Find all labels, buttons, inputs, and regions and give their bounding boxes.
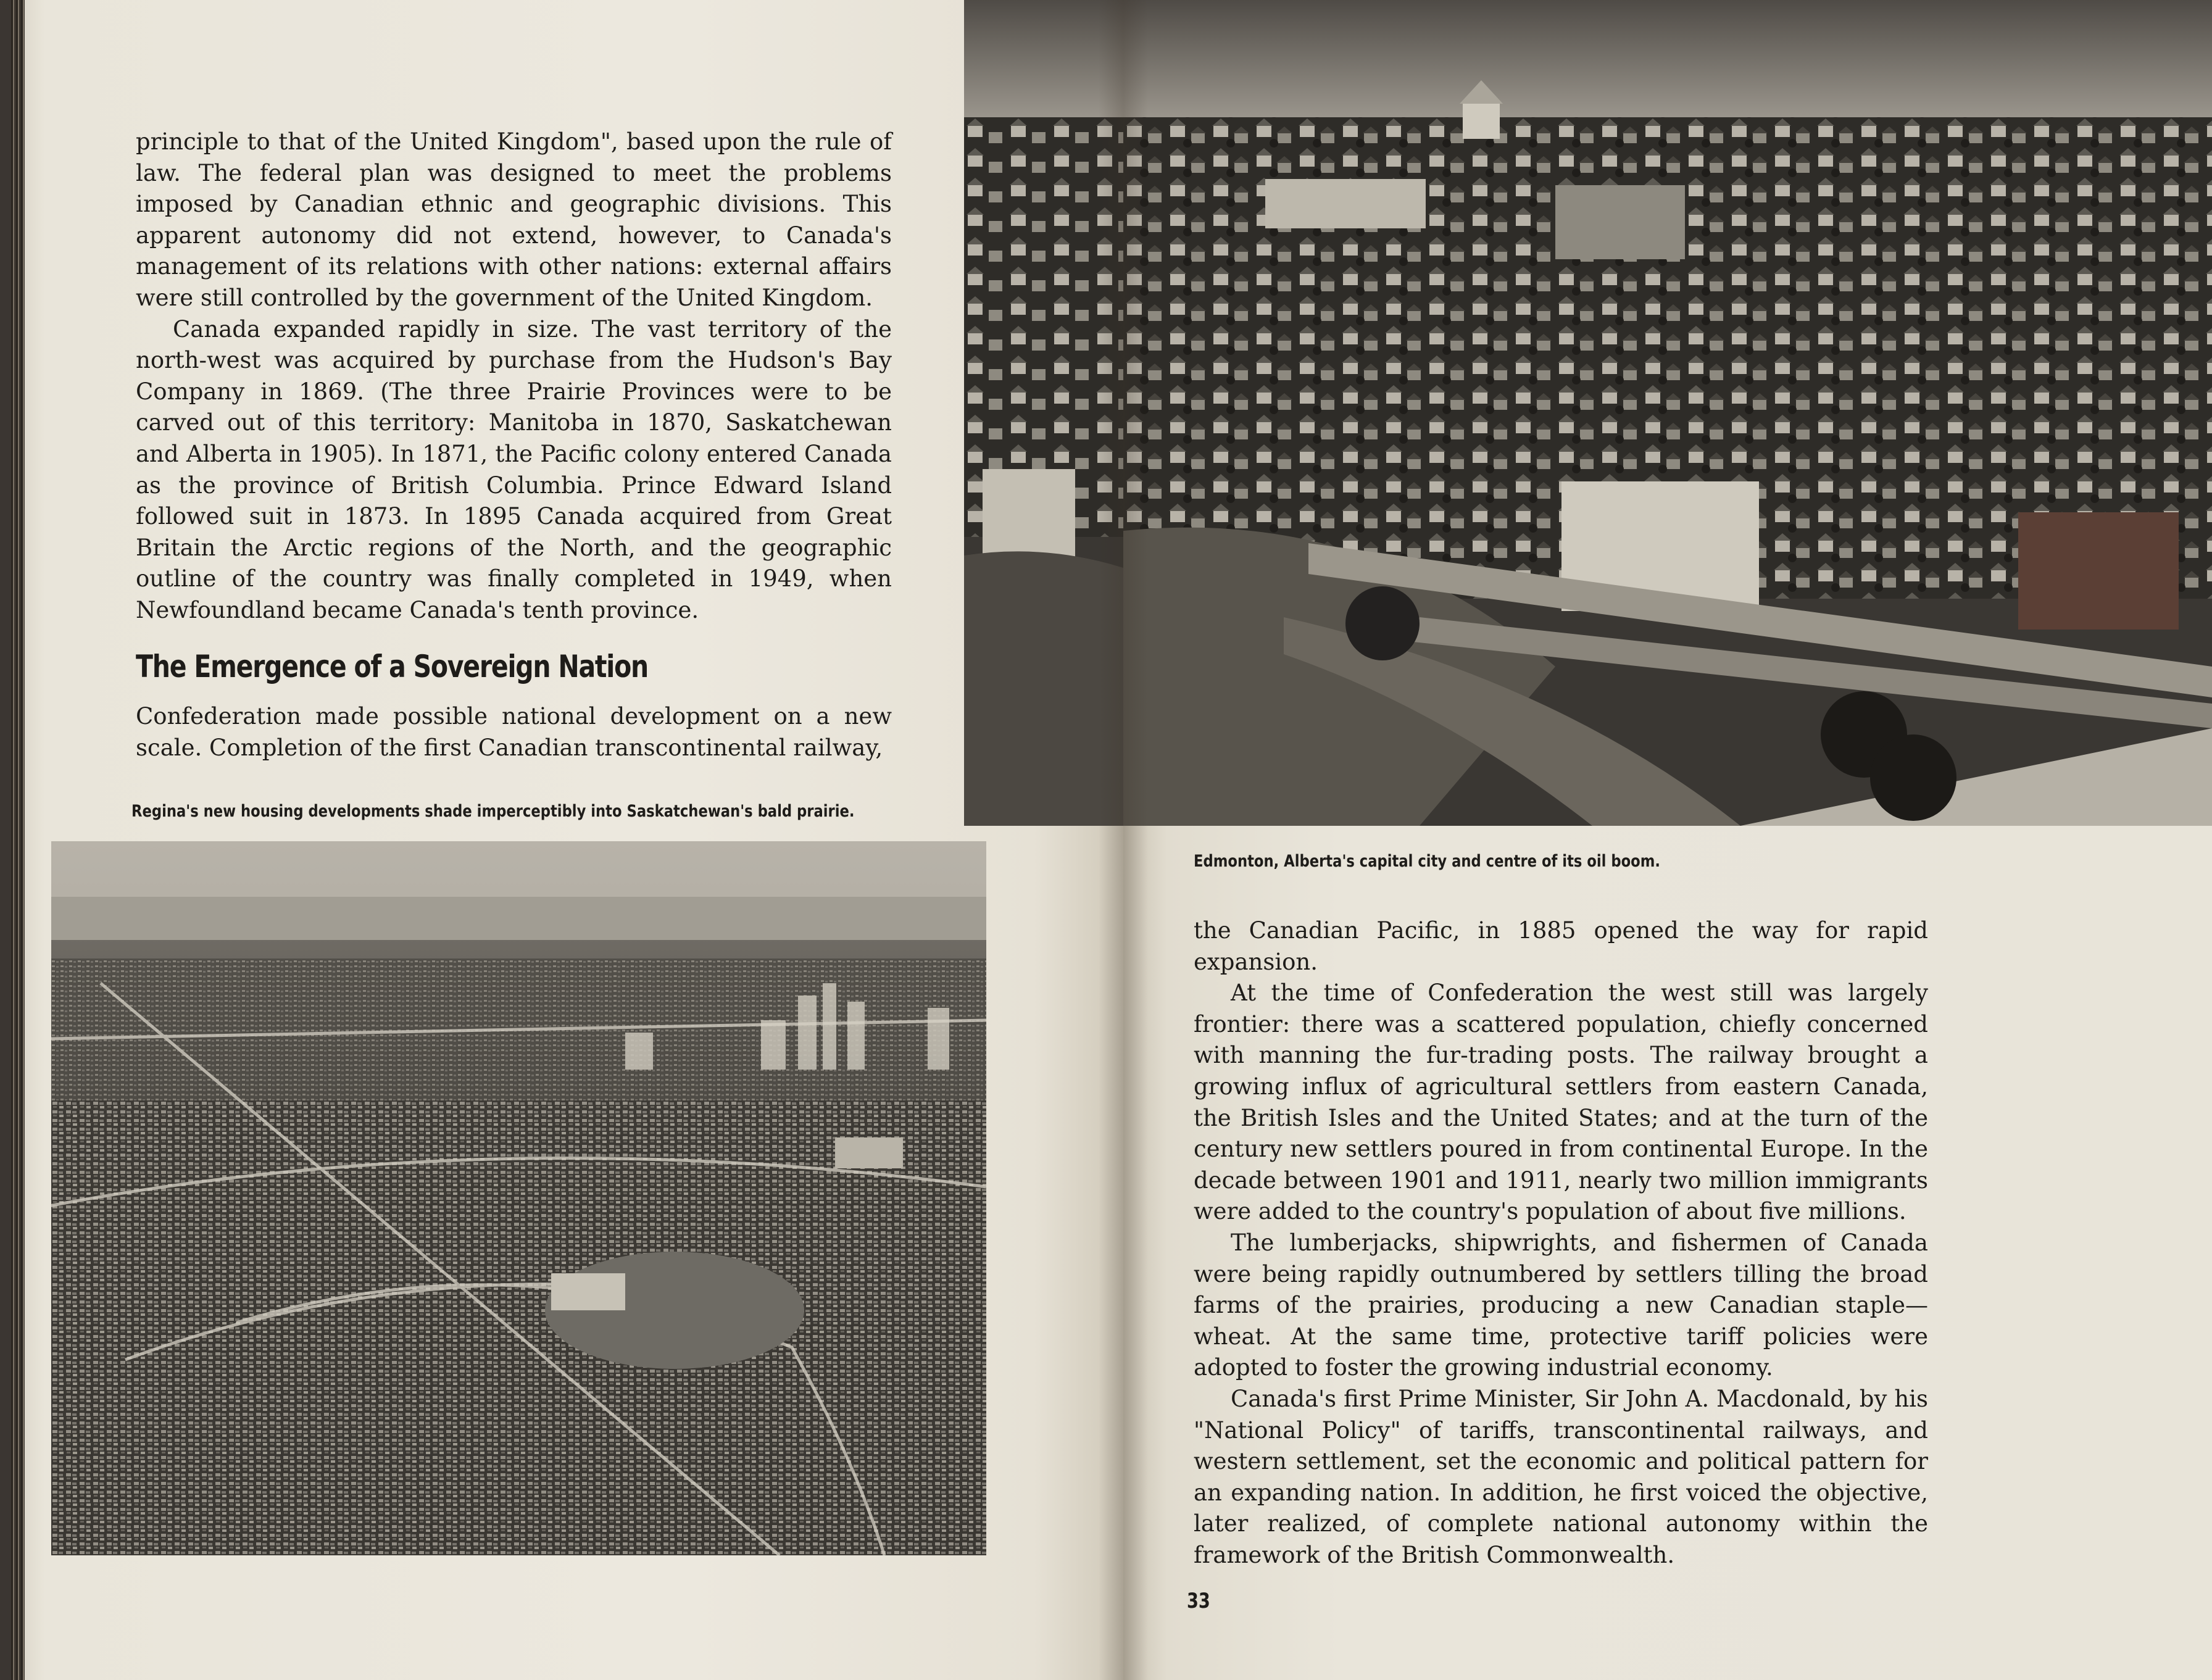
- left-page-text-bottom: [136, 701, 892, 763]
- intro-paragraph: principle to that of the United Kingdom", based upon the rule of law. The federal plan was designed to meet the problems imposed by Canadian ethnic and geographic divisions. This apparent autonomy did not extend, however, to Canada's management of its relations with other nations: external affairs were still controlled by the government of the United Kingdom.: [136, 128, 892, 311]
- book-binding-edge: [11, 0, 25, 1680]
- section-heading: The Emergence of a Sovereign Nation: [136, 649, 649, 684]
- right-paragraph-2: At the time of Confederation the west still was largely frontier: there was a scattered population, chiefly concerned with manning the fur-trading posts. The railway brought a growing influx of agricultural settlers from eastern Canada, the British Isles and the United States; and at the turn of the century new settlers poured in from continental Europe. In the decade between 1901 and 1911, nearly two million immigrants were added to the country's population of about five millions.: [1194, 979, 1928, 1225]
- edmonton-photo-left-image: [964, 0, 1123, 826]
- left-page: [11, 0, 1123, 1680]
- right-paragraph-3: The lumberjacks, shipwrights, and fishermen of Canada were being rapidly outnumbered by settlers tilling the broad farms of the prairies, producing a new Canadian staple—wheat. At the same time, protective tariff policies were adopted to foster the growing industrial economy.: [1194, 1229, 1928, 1381]
- right-page: [1123, 0, 2212, 1680]
- section-paragraph: Confederation made possible national development on a new scale. Completion of the first Canadian transcontinental railway,: [136, 703, 892, 761]
- regina-photo-caption: Regina's new housing developments shade imperceptibly into Saskatchewan's bald prairie.: [131, 802, 855, 821]
- expansion-paragraph: Canada expanded rapidly in size. The vast territory of the north-west was acquired by purchase from the Hudson's Bay Company in 1869. (The three Prairie Provinces were to be carved out of this territory: Manitoba in 1870, Saskatchewan and Alberta in 1905). In 1871, the Pacific colony entered Canada as the province of British Columbia. Prince Edward Island followed suit in 1873. In 1895 Canada acquired from Great Britain the Arctic regions of the North, and the geographic outline of the country was finally completed in 1949, when Newfoundland became Canada's tenth province.: [136, 315, 892, 623]
- edmonton-photo-caption: Edmonton, Alberta's capital city and centre of its oil boom.: [1194, 852, 1660, 871]
- right-page-text: [1194, 915, 1928, 1571]
- regina-aerial-photo: [51, 841, 986, 1555]
- page-number: 33: [1187, 1589, 1210, 1613]
- edmonton-photo-image: [1123, 0, 2212, 826]
- edmonton-photo-left-portion: [964, 0, 1123, 826]
- edmonton-aerial-photo: [1123, 0, 2212, 826]
- regina-photo-image: [51, 841, 986, 1555]
- left-page-text-top: [136, 127, 892, 626]
- right-paragraph-4: Canada's first Prime Minister, Sir John A. Macdonald, by his "National Policy" of tariffs, transcontinental railways, and western settlement, set the economic and political pattern for an expanding nation. In addition, he first voiced the objective, later realized, of complete national autonomy within the framework of the British Commonwealth.: [1194, 1385, 1928, 1568]
- right-paragraph-1: the Canadian Pacific, in 1885 opened the way for rapid expansion.: [1194, 917, 1928, 975]
